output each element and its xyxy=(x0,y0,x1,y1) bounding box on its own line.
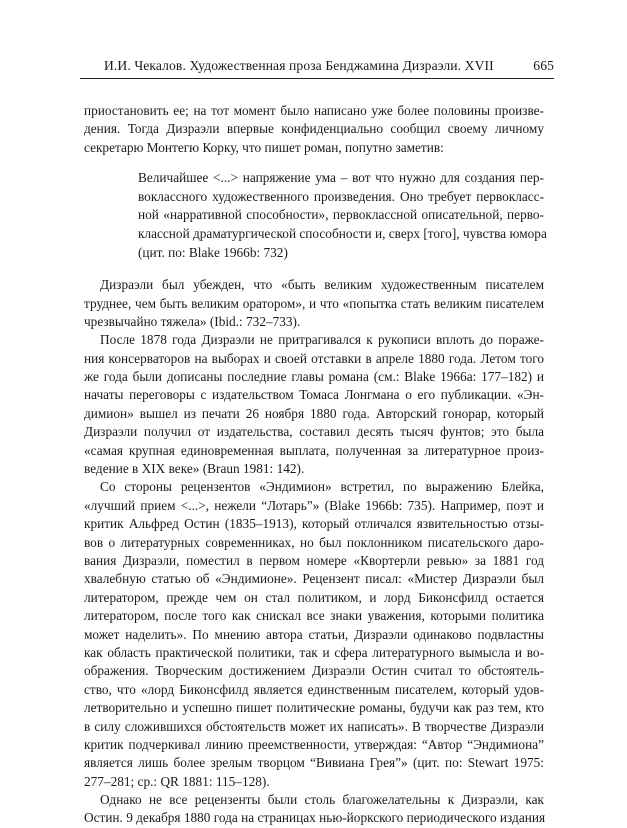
page-body xyxy=(84,102,547,828)
text-line: труднее, чем быть великим оратором», и что «попытка стать великим писателем xyxy=(84,295,544,311)
text-line: Со стороны рецензентов «Эндимион» встретил, по выражению Блейка, xyxy=(100,479,544,495)
quote-line: Величайшее <...> напряжение ума – вот что нужно для создания пер- xyxy=(138,170,544,186)
text-line: литератором, прежде чем он стал политиком, и лорд Биконсфилд остается xyxy=(84,589,544,605)
text-line: дения. Тогда Дизраэли впервые конфиденциально сообщил своему личному xyxy=(84,121,544,137)
quote-line: воклассного художественного произведения. Оно требует первокласс- xyxy=(138,188,544,204)
running-header xyxy=(80,56,554,79)
text-line: как область практической политики, так и сфера литературного вымысла и во- xyxy=(84,644,544,660)
text-line: Дизраэли был убежден, что «быть великим художественным писателем xyxy=(100,277,544,293)
text-line: вания Дизраэли, поместил в первом номере «Квортерли ревью» за 1881 год xyxy=(84,553,544,568)
text-line: ображения. Творческим достижением Дизраэли Остин считал то обстоятель- xyxy=(84,663,544,679)
text-line: димион» вышел из печати 26 ноября 1880 года. Авторский гонорар, который xyxy=(84,405,544,421)
text-line: в силу сложившихся обстоятельств может их написать». В творчестве Дизраэли xyxy=(84,718,544,734)
page-number: 665 xyxy=(533,58,554,73)
paragraph-5 xyxy=(84,791,544,828)
text-line: критик подчеркивал линию преемственности, утверждая: “Автор “Эндимиона” xyxy=(84,736,544,752)
text-line: Остин. 9 декабря 1880 года на страницах нью-йоркского периодического издания xyxy=(84,810,546,826)
text-line: После 1878 года Дизраэли не притрагивался к рукописи вплоть до пораже- xyxy=(100,332,544,348)
quote-line: классной драматургической способности и, сверх [того], чувства юмора xyxy=(138,225,547,241)
text-line: хвалебную статью об «Эндимионе». Рецензент писал: «Мистер Дизраэли был xyxy=(84,571,544,587)
quote-line: (цит. по: Blake 1966b: 732) xyxy=(138,244,288,260)
text-line: чрезвычайно тяжела» (Ibid.: 732–733). xyxy=(84,313,301,329)
text-line: критик Альфред Остин (1835–1913), который отличался язвительностью отзы- xyxy=(84,516,544,532)
text-line: 277–281; ср.: QR 1881: 115–128). xyxy=(84,773,270,789)
text-line: «самая крупная единовременная выплата, полученная за литературное произ- xyxy=(84,442,544,458)
text-line: может наделить». По мнению автора статьи, Дизраэли одинаково подвластны xyxy=(84,626,544,642)
block-quote xyxy=(138,169,547,262)
running-title: И.И. Чекалов. Художественная проза Бенджамина Дизраэли. XVII xyxy=(104,58,494,73)
text-line: литератором, после того как снискал все знаки уважения, которыми политика xyxy=(84,608,544,624)
text-line: ния консерваторов на выборах и своей отставки в апреле 1880 года. Летом того xyxy=(84,350,544,366)
text-line: приостановить ее; на тот момент было написано уже более половины произве- xyxy=(84,103,544,118)
text-line: ство, что «лорд Биконсфилд является единственным писателем, который удов- xyxy=(84,681,544,697)
paragraph-4 xyxy=(84,478,544,791)
quote-line: ной «нарративной способности», первоклассной описательной, перво- xyxy=(138,207,544,223)
text-line: летворительно и успешно пишет политические романы, будучи как раз тем, кто xyxy=(84,700,544,716)
text-line: Однако не все рецензенты были столь благожелательны к Дизраэли, как xyxy=(100,792,544,808)
text-line: «лучший прием <...>, нежели “Лотарь”» (Blake 1966b: 735). Например, поэт и xyxy=(84,497,544,513)
text-line: ведение в XIX веке» (Braun 1981: 142). xyxy=(84,461,305,477)
text-line: же года были дописаны последние главы романа (см.: Blake 1966a: 177–182) и xyxy=(84,369,544,385)
text-line: вов о литературных современниках, но был поклонником писательского даро- xyxy=(84,534,544,550)
text-line: является лишь более зрелым творцом “Вивиана Грея”» (цит. по: Stewart 1975: xyxy=(84,755,544,771)
paragraph-2 xyxy=(84,276,544,331)
paragraph-3 xyxy=(84,331,544,478)
text-line: Дизраэли получил от издательства, составил десять тысяч фунтов; это была xyxy=(84,424,544,440)
text-line: начаты переговоры с издательством Томаса Лонгмана о его публикации. «Эн- xyxy=(84,387,544,403)
text-line: секретарю Монтегю Корку, что пишет роман, попутно заметив: xyxy=(84,139,444,155)
paragraph-1 xyxy=(84,102,544,157)
